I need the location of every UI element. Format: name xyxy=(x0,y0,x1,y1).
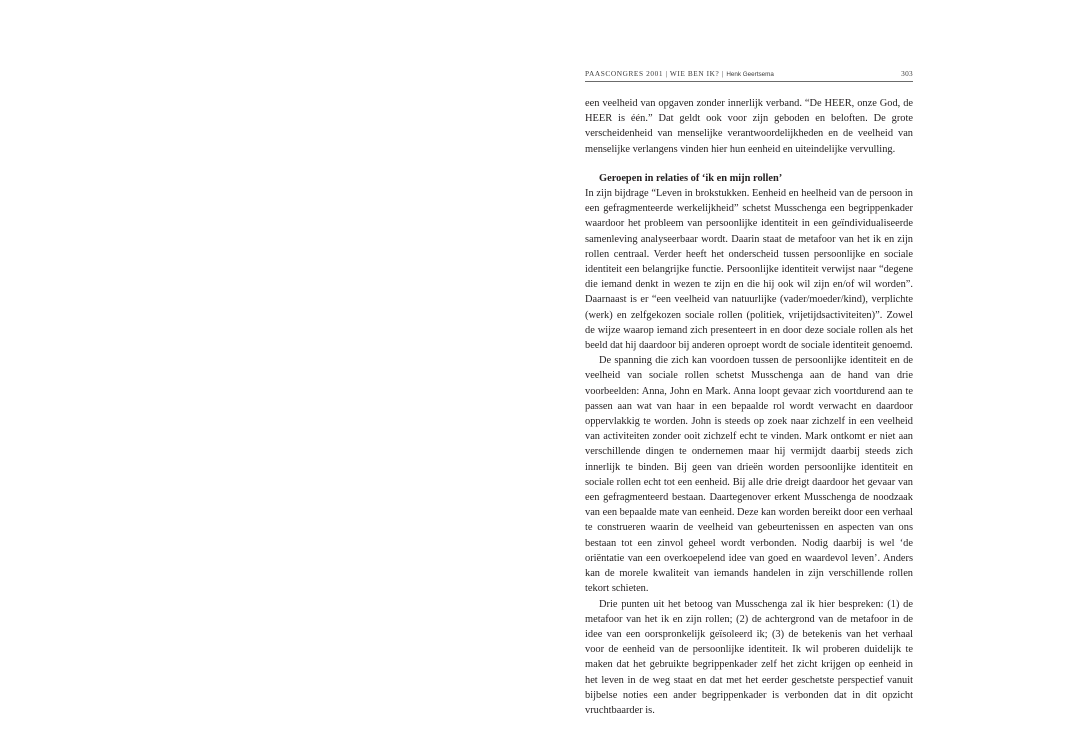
body-text xyxy=(585,96,913,718)
paragraph-2: In zijn bijdrage “Leven in brokstukken. Eenheid en heelheid van de persoon in een gefragmenteerde werkelijkheid” schetst Musschenga een begrippenkader waardoor het probleem van persoonlijke identiteit in een geïndividualiseerde samenleving analyseerbaar wordt. Daarin staat de metafoor van het ik en zijn rollen centraal. Verder heeft het onderscheid tussen persoonlijke en sociale identiteit een belangrijke functie. Persoonlijke identiteit verwijst naar “degene die iemand denkt in wezen te zijn en die hij ook wil zijn en/of wil worden”. Daarnaast is er “een veelheid van natuurlijke (vader/moeder/kind), verplichte (werk) en zelfgekozen sociale rollen (politiek, vrijetijdsactiviteiten)”. Zowel de wijze waarop iemand zich presenteert in en door deze sociale rollen als het beeld dat hij daardoor bij anderen oproept wordt de sociale identiteit genoemd. xyxy=(585,188,913,352)
paragraph-4: Drie punten uit het betoog van Musschenga zal ik hier bespreken: (1) de metafoor van het ik en zijn rollen; (2) de achtergrond van de metafoor in de idee van een oorspronkelijk geïsoleerd ik; (3) de betekenis van het verhaal voor de eenheid van de persoonlijke identiteit. Ik wil proberen duidelijk te maken dat het gebruikte begrippenkader zelf het zicht krijgen op eenheid in het leven in de weg staat en dat met het eerder geschetste perspectief vanuit bijbelse noties een ander begrippenkader is verbonden dat in dit opzicht vruchtbaarder is. xyxy=(585,598,913,716)
running-head-title xyxy=(585,69,774,78)
paragraph-3: De spanning die zich kan voordoen tussen de persoonlijke identiteit en de veelheid van sociale rollen schetst Musschenga aan de hand van drie voorbeelden: Anna, John en Mark. Anna loopt gevaar zich voortdurend aan te passen aan wat van haar in een bepaalde rol wordt verwacht en daardoor oppervlakkig te worden. John is steeds op zoek naar zichzelf in een veelheid van activiteiten zonder ooit zichzelf echt te vinden. Mark ontkomt er niet aan verschillende dingen te ondernemen maar hij vermijdt daarbij steeds zich innerlijk te binden. Bij geen van drieën worden persoonlijke identiteit en sociale rollen echt tot een eenheid. Bij alle drie dreigt daardoor het gevaar van een gefragmenteerd bestaan. Daartegenover erkent Musschenga de noodzaak van een bepaalde mate van eenheid. Deze kan worden bereikt door een verhaal te construeren waarin de veelheid van gebeurtenissen en aspecten van ons bestaan tot een zinvol geheel wordt verbonden. Nodig daarbij is wel ‘de oriëntatie van een overkoepelend idee van goed en waardevol leven’. Anders kan de morele kwaliteit van iemands handelen in zijn verschillende rollen tekort schieten. xyxy=(585,355,914,595)
book-page xyxy=(585,66,913,718)
running-head-author: Henk Geertsema xyxy=(726,71,774,78)
running-head-left-text: PAASCONGRES 2001 | WIE BEN IK? | xyxy=(585,69,727,78)
page-number: 303 xyxy=(901,69,913,78)
section-heading: Geroepen in relaties of ‘ik en mijn rollen’ xyxy=(599,172,783,184)
paragraph-1: een veelheid van opgaven zonder innerlijk verband. “De HEER, onze God, de HEER is één.” Dat geldt ook voor zijn geboden en beloften. De grote verscheidenheid van menselijke verantwoordelijkheden en de veelheid van menselijke verlangens vinden hier hun eenheid en uiteindelijke vervulling. xyxy=(585,98,913,155)
running-head xyxy=(585,66,913,82)
